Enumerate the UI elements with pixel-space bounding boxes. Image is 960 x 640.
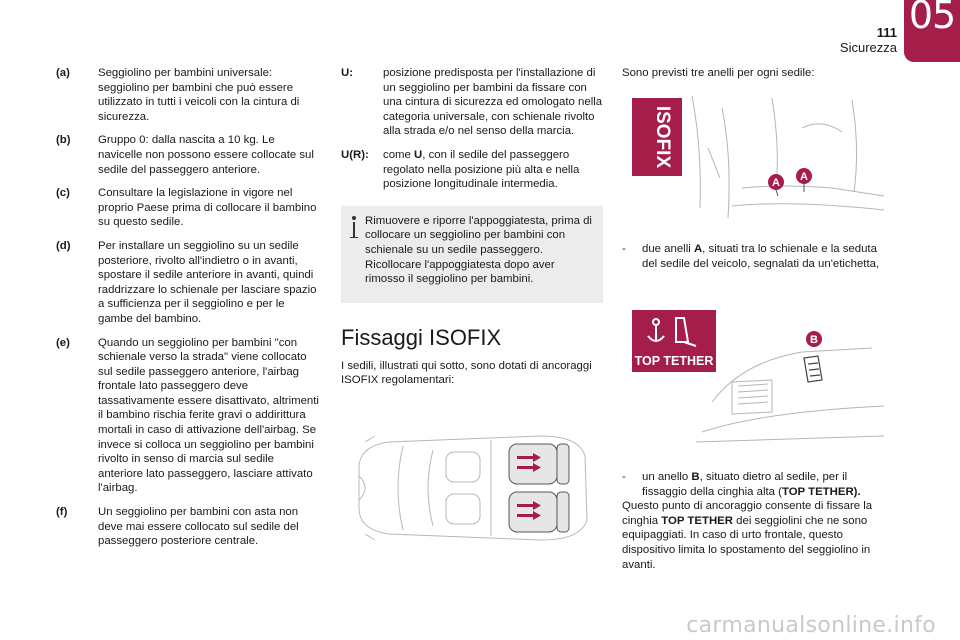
isofix-seat-illustration xyxy=(622,88,892,234)
anchor-marker-a: A xyxy=(800,171,808,183)
column-left xyxy=(56,66,321,558)
bullet-anchor-b xyxy=(622,470,892,572)
definition-term: (a) xyxy=(56,67,70,79)
text-part: due anelli xyxy=(642,243,694,255)
info-text: Rimuovere e riporre l'appoggiatesta, prima di collocare un seggiolino per bambini con schienale su un sedile passeggero. Ricollocare l'appoggiatesta dopo aver rimosso il seggiolino per bambini. xyxy=(365,214,592,286)
definition-term: U: xyxy=(341,67,354,79)
anchor-marker-a: A xyxy=(772,177,780,189)
definition-text: Quando un seggiolino per bambini "con schienale verso la strada" viene collocato sul sedile passeggero anteriore, l'airbag frontale lato passeggero deve tassativamente essere disattivato, altrimenti il bambino rischia ferite gravi o addirittura mortali in caso di attivazione dell'airbag. Se invece si colloca un seggiolino per bambini rivolto in senso di marcia sul sedile anteriore lato passeggero, lasciare attivato l'airbag. xyxy=(98,336,319,495)
definition-term: (d) xyxy=(56,239,71,252)
info-icon xyxy=(349,216,359,240)
text-part: un anello xyxy=(642,471,692,483)
text-bold: TOP TETHER xyxy=(661,514,733,527)
definition-term: (e) xyxy=(56,336,70,349)
car-top-view-illustration xyxy=(341,416,603,560)
chapter-number: 05 xyxy=(908,0,956,37)
definition-text: Gruppo 0: dalla nascita a 10 kg. Le navicelle non possono essere collocate sul sedile del passeggero anteriore. xyxy=(98,134,314,176)
page-number: 111 xyxy=(876,25,897,40)
top-tether-illustration xyxy=(622,302,892,462)
text-bold: A xyxy=(693,243,703,255)
anchor-marker-b: B xyxy=(810,334,818,346)
text-part: , con il sedile del passeggero regolato nella posizione più alta e nella posizione longitudinale intermedia. xyxy=(383,148,580,191)
bullet-dash: - xyxy=(622,243,626,255)
definition-term: (b) xyxy=(56,134,71,147)
column-right xyxy=(622,66,892,81)
info-box xyxy=(341,206,603,303)
section-name: Sicurezza xyxy=(839,40,897,55)
definition-d xyxy=(56,239,321,327)
rings-intro: Sono previsti tre anelli per ogni sedile: xyxy=(622,67,815,79)
bullet-text xyxy=(642,242,892,271)
definition-b xyxy=(56,133,321,177)
top-tether-paragraph xyxy=(622,499,892,572)
bullet-text xyxy=(642,470,892,499)
definition-a xyxy=(56,66,321,124)
definition-text: posizione predisposta per l'installazione di un seggiolino per bambini da fissare con una cintura di sicurezza ed omologato nella categoria universale, con schienale rivolto alla strada e/o nel senso della marcia. xyxy=(383,67,603,138)
text-bold: TOP TETHER). xyxy=(781,485,861,498)
chapter-tab xyxy=(904,0,960,62)
definition-ur xyxy=(341,148,603,192)
definition-text: Seggiolino per bambini universale: seggiolino per bambini che può essere utilizzato in tutti i veicoli con la cintura di sicurezza. xyxy=(98,67,300,123)
isofix-anchors-figure xyxy=(622,88,892,234)
definition-text xyxy=(383,148,603,192)
definition-f xyxy=(56,505,321,549)
isofix-intro: I sedili, illustrati qui sotto, sono dotati di ancoraggi ISOFIX regolamentari: xyxy=(341,359,592,387)
watermark: carmanualsonline.info xyxy=(686,613,936,639)
section-heading: Fissaggi ISOFIX xyxy=(341,324,502,350)
text-part: come xyxy=(383,148,415,161)
definition-e xyxy=(56,336,321,497)
definition-u xyxy=(341,66,603,139)
top-tether-label: TOP TETHER xyxy=(634,354,714,368)
top-tether-figure xyxy=(622,302,892,462)
definition-text: Per installare un seggiolino su un sedile posteriore, rivolto all'indietro o in avanti, spostare il sedile anteriore in avanti, quindi raddrizzare lo schienale per lasciare spazio a sufficienza per il seggiolino e per le gambe del bambino. xyxy=(98,239,317,325)
definition-term: (f) xyxy=(56,506,68,519)
isofix-label: ISOFIX xyxy=(652,105,673,169)
text-part: , situati tra lo schienale e la seduta del sedile del veicolo, segnalati da un'etichetta, xyxy=(642,243,880,270)
text-part: , situato dietro al sedile, per il fissaggio della cinghia alta ( xyxy=(642,471,848,498)
text-part: dei seggiolini che ne sono equipaggiati. In caso di urto frontale, questo dispositivo limita lo spostamento del seggiolino in avanti. xyxy=(622,514,871,571)
bullet-anchors-a xyxy=(622,242,892,271)
definition-text: Consultare la legislazione in vigore nel proprio Paese prima di collocare il bambino su questo sedile. xyxy=(98,187,317,229)
column-middle xyxy=(341,66,603,388)
car-top-view-figure xyxy=(341,416,603,560)
text-part: Questo punto di ancoraggio consente di fissare la cinghia xyxy=(622,500,873,527)
text-bold: B xyxy=(691,471,700,483)
definition-term: (c) xyxy=(56,187,70,200)
definition-term: U(R): xyxy=(341,148,369,161)
bullet-dash: - xyxy=(622,471,626,483)
definition-text: Un seggiolino per bambini con asta non deve mai essere collocato sul sedile del passeggero posteriore centrale. xyxy=(98,506,299,548)
text-bold: U xyxy=(414,148,423,161)
page-header xyxy=(760,0,960,70)
definition-c xyxy=(56,186,321,230)
